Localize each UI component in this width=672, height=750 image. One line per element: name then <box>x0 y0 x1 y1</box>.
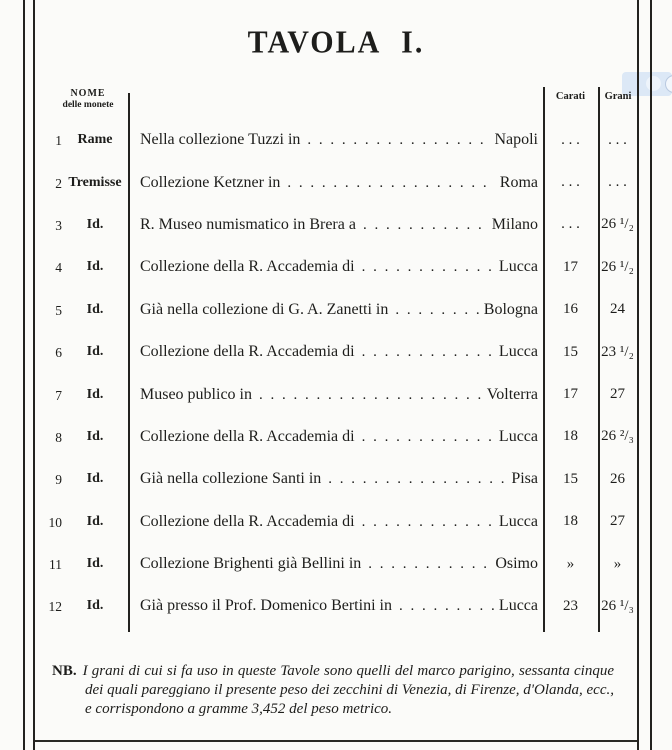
city-name: Napoli <box>494 131 538 149</box>
bottom-rule <box>35 740 637 742</box>
collection-cell <box>128 131 543 149</box>
coin-name: Id. <box>86 556 104 572</box>
carati-value: 16 <box>563 301 578 318</box>
row-number: 12 <box>48 599 62 615</box>
city-name: Lucca <box>498 343 538 361</box>
collection-cell <box>128 597 543 615</box>
table-row <box>35 246 637 288</box>
row-number: 5 <box>55 302 62 318</box>
table-row <box>35 119 637 161</box>
table-row <box>35 543 637 585</box>
collection-text: Collezione Ketzner in <box>140 173 281 191</box>
coin-name: Id. <box>86 471 104 487</box>
coin-name: Id. <box>86 216 104 232</box>
collection-text: Collezione della R. Accademia di <box>140 343 355 361</box>
row-number: 1 <box>55 133 62 149</box>
collection-text: Collezione della R. Accademia di <box>140 258 355 276</box>
carati-value: . . . <box>561 131 580 148</box>
left-outer-rule <box>23 0 25 750</box>
city-name: Pisa <box>511 470 538 488</box>
row-number: 4 <box>55 260 62 276</box>
collection-text: Nella collezione Tuzzi in <box>140 131 301 149</box>
row-number: 7 <box>55 387 62 403</box>
carati-value: 18 <box>563 428 578 445</box>
grani-value: . . . <box>608 131 627 148</box>
row-number: 9 <box>55 472 62 488</box>
leader-dots <box>328 471 506 488</box>
leader-dots <box>368 556 490 573</box>
row-number: 11 <box>49 557 62 573</box>
table-row <box>35 585 637 627</box>
highlight-ring <box>665 75 672 93</box>
grani-value: 23 ¹/₂ <box>601 343 634 360</box>
coin-table <box>35 119 637 628</box>
collection-cell <box>128 301 543 319</box>
table-row <box>35 331 637 373</box>
city-name: Bologna <box>483 300 538 318</box>
leader-dots <box>362 259 494 276</box>
carati-value: 18 <box>563 513 578 530</box>
collection-cell <box>128 174 543 192</box>
right-inner-rule <box>637 0 639 750</box>
column-header-grani: Grani <box>604 91 632 102</box>
leader-dots <box>362 514 494 531</box>
collection-text: Museo publico in <box>140 385 252 403</box>
carati-value: 15 <box>563 470 578 487</box>
city-name: Lucca <box>498 512 538 530</box>
city-name: Lucca <box>498 258 538 276</box>
row-number: 6 <box>55 345 62 361</box>
collection-cell <box>128 470 543 488</box>
collection-text: Collezione Brighenti già Bellini in <box>140 555 362 573</box>
page-title: TAVOLA I. <box>247 25 425 60</box>
collection-cell <box>128 513 543 531</box>
column-header-carati: Carati <box>555 91 586 102</box>
leader-dots <box>395 302 478 319</box>
footnote-paragraph <box>52 662 614 719</box>
footnote-text: I grani di cui si fa uso in queste Tavole sono quelli del marco parigino, sessanta cinque dei quali pareggiano il presente peso dei zecchini di Venezia, di Firenze, d'Olanda, ecc., e corrispondono a gramme 3,452 del peso metrico. <box>82 663 614 717</box>
highlight-dot <box>646 76 661 91</box>
leader-dots <box>363 217 487 234</box>
carati-value: 23 <box>563 597 578 614</box>
grani-value: 26 ¹/₂ <box>601 258 634 275</box>
collection-cell <box>128 555 543 573</box>
collection-cell <box>128 386 543 404</box>
column-header-name-line1: NOME <box>70 88 106 99</box>
city-name: Osimo <box>495 555 538 573</box>
coin-name: Id. <box>86 386 104 402</box>
right-outer-rule <box>650 0 652 750</box>
grani-value: 27 <box>610 513 625 530</box>
coin-name: Id. <box>86 344 104 360</box>
grani-value: 26 ²/₃ <box>601 428 634 445</box>
carati-value: 15 <box>563 343 578 360</box>
collection-cell <box>128 258 543 276</box>
table-row <box>35 458 637 500</box>
grani-value: 24 <box>610 301 625 318</box>
carati-value: . . . <box>561 216 580 233</box>
grani-value: » <box>613 555 622 572</box>
city-name: Milano <box>491 215 538 233</box>
city-name: Roma <box>499 173 538 191</box>
grani-value: 26 ¹/₃ <box>601 597 634 614</box>
leader-dots <box>362 429 494 446</box>
city-name: Lucca <box>498 427 538 445</box>
leader-dots <box>259 387 482 404</box>
leader-dots <box>287 175 494 192</box>
carati-value: » <box>566 555 575 572</box>
leader-dots <box>399 598 494 615</box>
coin-name: Id. <box>86 513 104 529</box>
collection-text: Già nella collezione di G. A. Zanetti in <box>140 300 389 318</box>
carati-value: 17 <box>563 258 578 275</box>
table-row <box>35 161 637 203</box>
table-row <box>35 373 637 415</box>
collection-text: Già nella collezione Santi in <box>140 470 322 488</box>
coin-name: Tremisse <box>68 174 122 190</box>
table-row <box>35 501 637 543</box>
footnote <box>52 662 614 719</box>
city-name: Lucca <box>498 597 538 615</box>
leader-dots <box>307 132 489 149</box>
column-header-name <box>48 88 128 110</box>
table-row <box>35 416 637 458</box>
footnote-label: NB. <box>52 663 77 679</box>
row-number: 3 <box>55 217 62 233</box>
carati-value: 17 <box>563 386 578 403</box>
collection-text: Già presso il Prof. Domenico Bertini in <box>140 597 392 615</box>
city-name: Volterra <box>486 385 538 403</box>
coin-name: Rame <box>77 132 113 148</box>
table-row <box>35 289 637 331</box>
grani-value: 27 <box>610 386 625 403</box>
collection-text: Collezione della R. Accademia di <box>140 512 355 530</box>
grani-value: 26 ¹/₂ <box>601 216 634 233</box>
row-number: 2 <box>55 175 62 191</box>
collection-cell <box>128 343 543 361</box>
coin-name: Id. <box>86 301 104 317</box>
coin-name: Id. <box>86 598 104 614</box>
row-number: 8 <box>55 429 62 445</box>
coin-name: Id. <box>86 259 104 275</box>
collection-text: Collezione della R. Accademia di <box>140 427 355 445</box>
collection-text: R. Museo numismatico in Brera a <box>140 215 356 233</box>
column-header-name-line2: delle monete <box>62 99 114 110</box>
row-number: 10 <box>48 514 62 530</box>
coin-name: Id. <box>86 428 104 444</box>
collection-cell <box>128 216 543 234</box>
carati-value: . . . <box>561 174 580 191</box>
table-row <box>35 204 637 246</box>
leader-dots <box>362 344 494 361</box>
grani-value: 26 <box>610 470 625 487</box>
collection-cell <box>128 428 543 446</box>
grani-value: . . . <box>608 174 627 191</box>
